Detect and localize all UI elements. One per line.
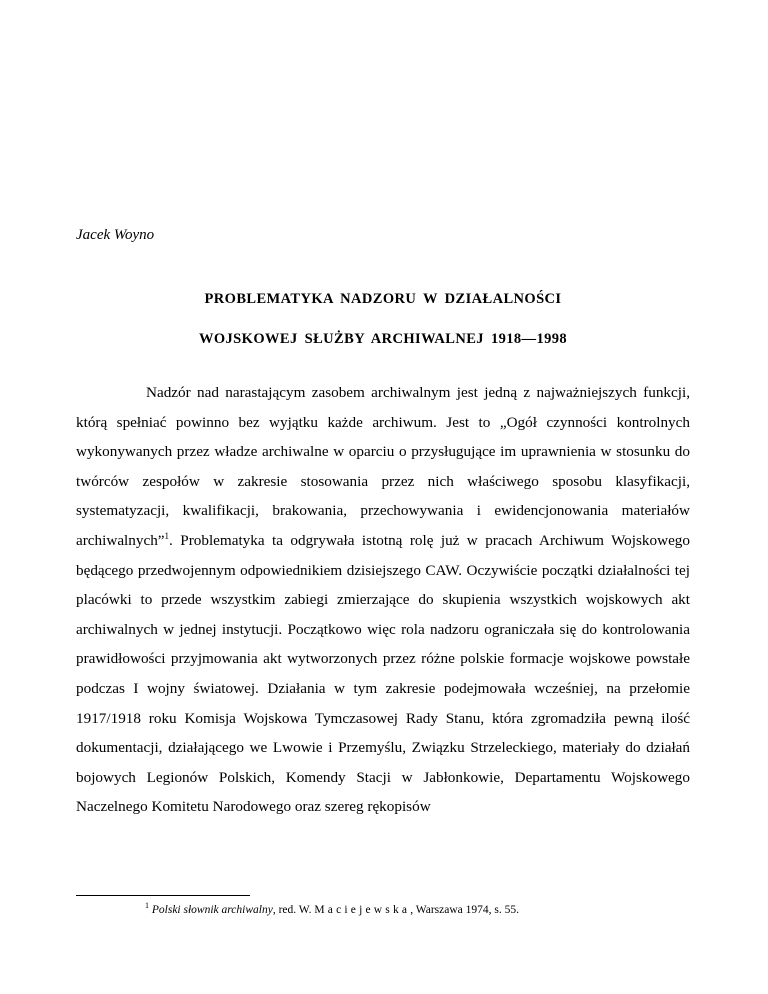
footnote-source-title: Polski słownik archiwalny bbox=[151, 904, 273, 916]
article-title-line-1: PROBLEMATYKA NADZORU W DZIAŁALNOŚCI bbox=[204, 291, 562, 307]
footnote bbox=[145, 903, 519, 917]
body-text-part-1: Nadzór nad narastającym zasobem archiwalnym jest jedną z najważniejszych funkcji, którą spełniać powinno bez wyjątku każde archiwum. Jest to „Ogół czynności kontrolnych wykonywanych przez władze archiwalne w oparciu o przysługujące im uprawnienia w stosunku do twórców zespołów w zakresie stosowania przez nich właściwego sposobu klasyfikacji, systematyzacji, kwalifikacji, brakowania, przechowywania i ewidencjonowania materiałów archiwalnych” bbox=[76, 384, 690, 549]
author-name: Jacek Woyno bbox=[76, 227, 155, 243]
body-paragraph bbox=[76, 378, 690, 822]
footnote-number: 1 bbox=[145, 901, 149, 911]
footnote-editor-surname: Maciejewska bbox=[314, 904, 411, 916]
article-title-line-2: WOJSKOWEJ SŁUŻBY ARCHIWALNEJ 1918—1998 bbox=[198, 331, 568, 347]
footnote-publication: , Warszawa 1974, s. 55. bbox=[410, 904, 519, 916]
footnote-reference[interactable]: 1 bbox=[164, 530, 170, 541]
footnote-editor-prefix: , red. W. bbox=[272, 904, 315, 916]
footnote-separator bbox=[76, 895, 250, 896]
body-text-part-2: . Problematyka ta odgrywała istotną rolę już w pracach Archiwum Wojskowego będącego przedwojennym odpowiednikiem dzisiejszego CAW. Oczywiście początki działalności tej placówki to przede wszystkim zabiegi zmierzające do skupienia wszystkich wojskowych akt archiwalnych w jednej instytucji. Początkowo więc rola nadzoru ograniczała się do kontrolowania prawidłowości przyjmowania akt wytworzonych przez różne polskie formacje wojskowe powstałe podczas I wojny światowej. Działania w tym zakresie podejmowała wcześniej, na przełomie 1917/1918 roku Komisja Wojskowa Tymczasowej Rady Stanu, która zgromadziła pewną ilość dokumentacji, działającego we Lwowie i Przemyślu, Związku Strzeleckiego, materiały do działań bojowych Legionów Polskich, Komendy Stacji w Jabłonkowie, Departamentu Wojskowego Naczelnego Komitetu Narodowego oraz szereg rękopisów bbox=[76, 531, 690, 816]
